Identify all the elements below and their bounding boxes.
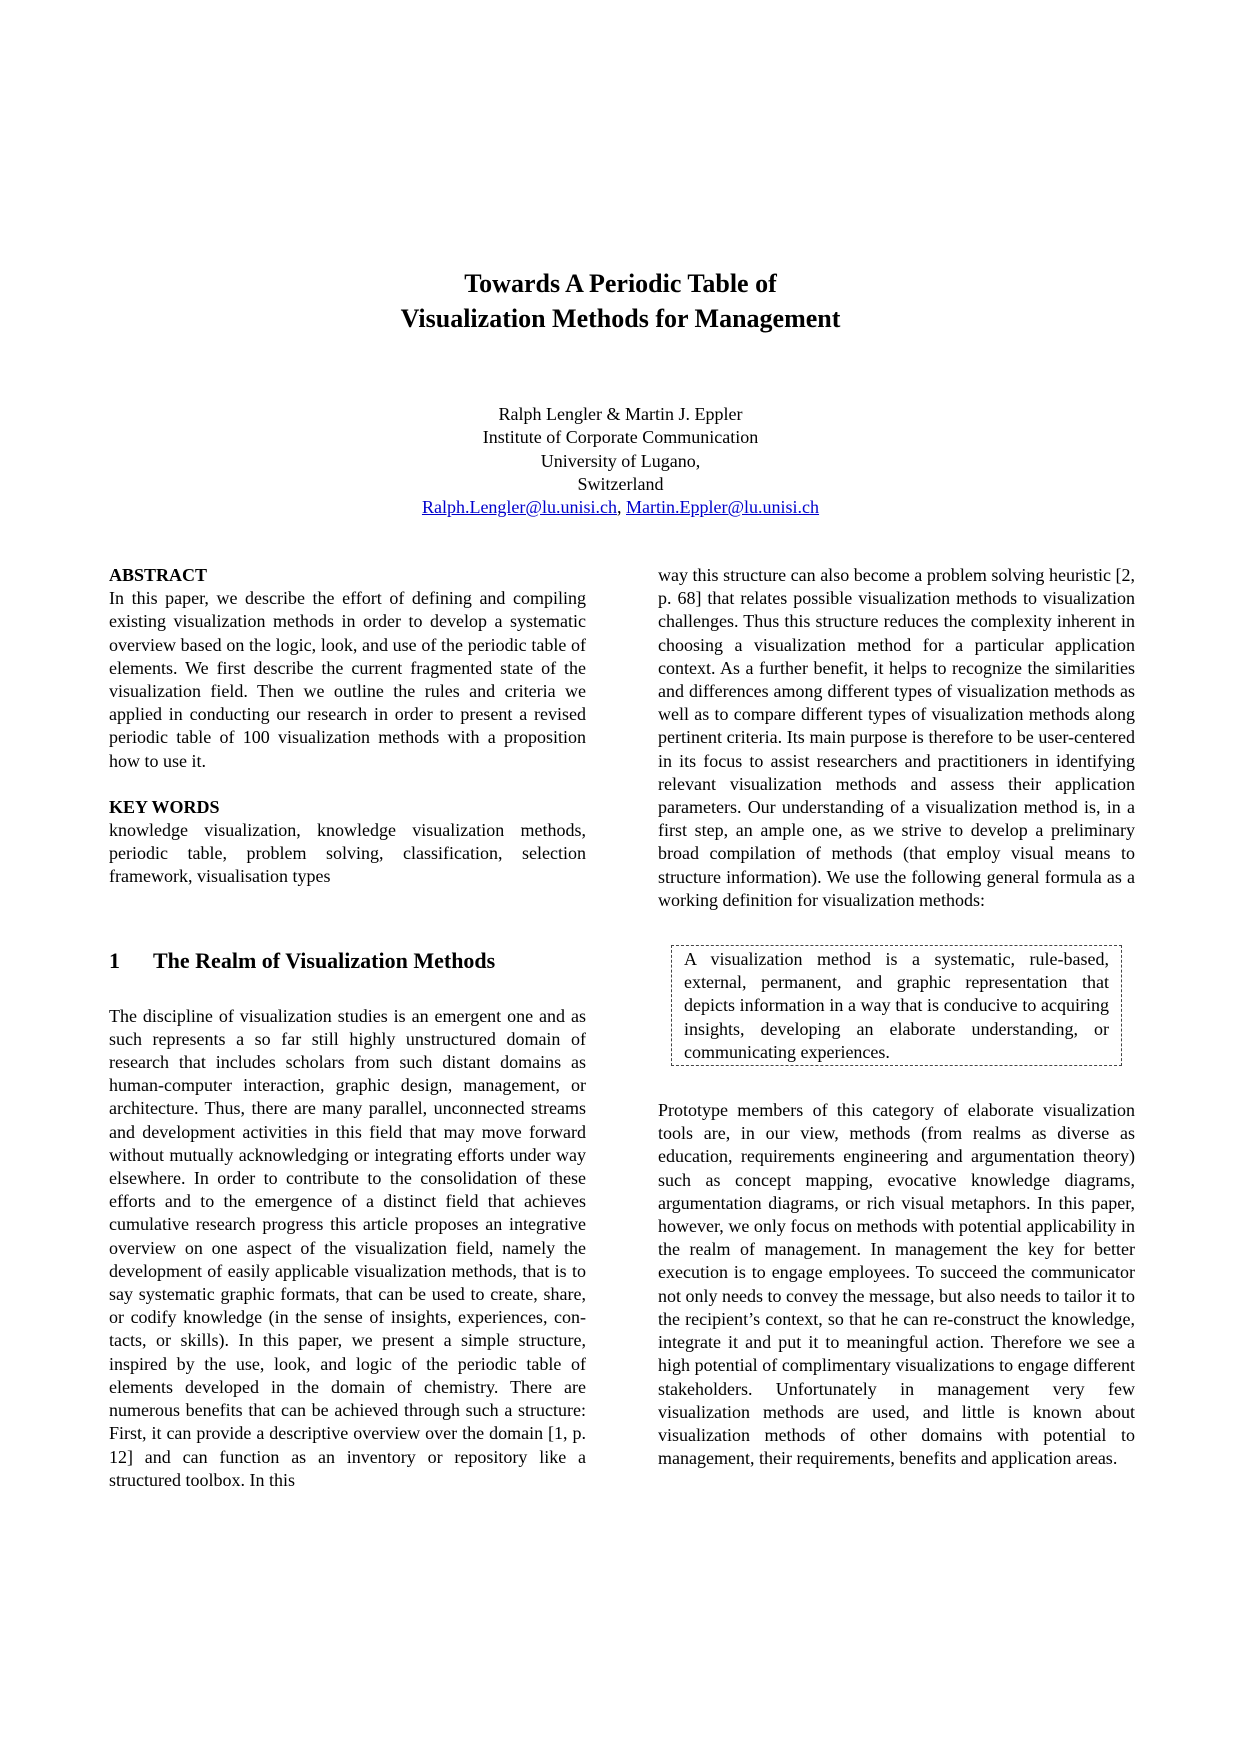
keywords-heading: KEY WORDS [109,796,220,817]
author-country: Switzerland [577,473,664,494]
section-title: The Realm of Visualization Methods [153,947,496,973]
email-link-eppler[interactable]: Martin.Eppler@lu.unisi.ch [626,497,820,518]
email-link-lengler[interactable]: Ralph.Lengler@lu.unisi.ch [421,497,617,518]
definition-box: A visualization method is a systematic, rule-based, external, permanent, and graphic representation that depicts information in a way that is conducive to acquiring insights, developing an elaborate understanding, or communicating experiences. [671,945,1122,1066]
section-heading [109,947,586,975]
abstract-heading: ABSTRACT [109,565,208,585]
email-separator: , [617,497,626,518]
author-names: Ralph Lengler & Martin J. Eppler [498,404,743,424]
section-paragraph-right-after: Prototype members of this category of elaborate visualization tools are, in our view, methods (from realms as diverse as education, requirements engineering and argumentation theory) such as concept mapping, evocative knowledge diagrams, argumentation diagrams, or rich visual metaphors. In this paper, however, we only focus on methods with potential applicability in the realm of management. In management the key for better execution is to engage employees. To succeed the communicator not only needs to convey the message, but also needs to tailor it to the recipient’s context, so that he can re-construct the knowledge, integrate it and put it to meaningful action. Therefore we see a high potential of complimentary visualizations to engage different stakeholders. Unfortunately in management very few visualization methods are used, and little is known about visualization methods of other domains with potential to management, their requirements, benefits and application areas. [658,1100,1135,1469]
right-column [658,564,1135,1470]
abstract-text: In this paper, we describe the effort of defining and compiling existing visualization methods in order to develop a systematic overview based on the logic, look, and use of the periodic table of elements. We first describe the current fragmented state of the visualization field. Then we outline the rules and criteria we applied in conducting our research in order to present a revised periodic table of 100 visualization methods with a proposition how to use it. [109,588,586,771]
section-number: 1 [109,947,120,973]
author-emails [0,496,1241,519]
paper-title [0,266,1241,336]
section-paragraph-right-continued: way this structure can also become a problem solving heuristic [2, p. 68] that relates possible visualization methods to visualization challenges. Thus this structure reduces the complexity inherent in choosing a visualization method for a particular application context. As a further benefit, it helps to recognize the similarities and differences among different types of visualization methods as well as to compare different types of visualization methods along pertinent criteria. Its main purpose is therefore to be user-centered in its focus to assist researchers and practitioners in identifying relevant visualization methods and assess their application parameters. Our understanding of a visualization method is, in a first step, an ample one, as we strive to develop a preliminary broad compilation of methods (that employ visual means to structure information). We use the following general formula as a working definition for visualization methods: [658,565,1135,910]
left-column [109,564,586,1492]
title-line-2: Visualization Methods for Management [400,304,841,333]
section-paragraph-left: The discipline of visualization studies is an emergent one and as such represents a so far still highly unstructured domain of research that includes scholars from such distant domains as human-computer interaction, graphic design, management, or architecture. Thus, there are many parallel, unconnected streams and development activities in this field that may move forward without mutually acknowledging or integrating efforts under way elsewhere. In order to contribute to the consolidation of these efforts and to the emergence of a distinct field that achieves cumulative research progress this article proposes an integrative overview on one aspect of the visualization field, namely the development of easily applicable visualization methods, that is to say systematic graphic formats, that can be used to create, share, or codify knowledge (in the sense of insights, experiences, contacts, or skills). In this paper, we present a simple structure, inspired by the use, look, and logic of the periodic table of elements developed in the domain of chemistry. There are numerous benefits that can be achieved through such a structure: First, it can provide a descriptive overview over the domain [1, p. 12] and can function as an inventory or repository like a structured toolbox. In this [109,1005,586,1490]
author-institute: Institute of Corporate Communication [482,427,759,448]
author-university: University of Lugano, [540,450,701,471]
keywords-text: knowledge visualization, knowledge visualization methods, periodic table, problem solving, classification, selection framework, visualisation types [109,820,586,887]
author-block [0,403,1241,519]
title-line-1: Towards A Periodic Table of [464,269,777,298]
